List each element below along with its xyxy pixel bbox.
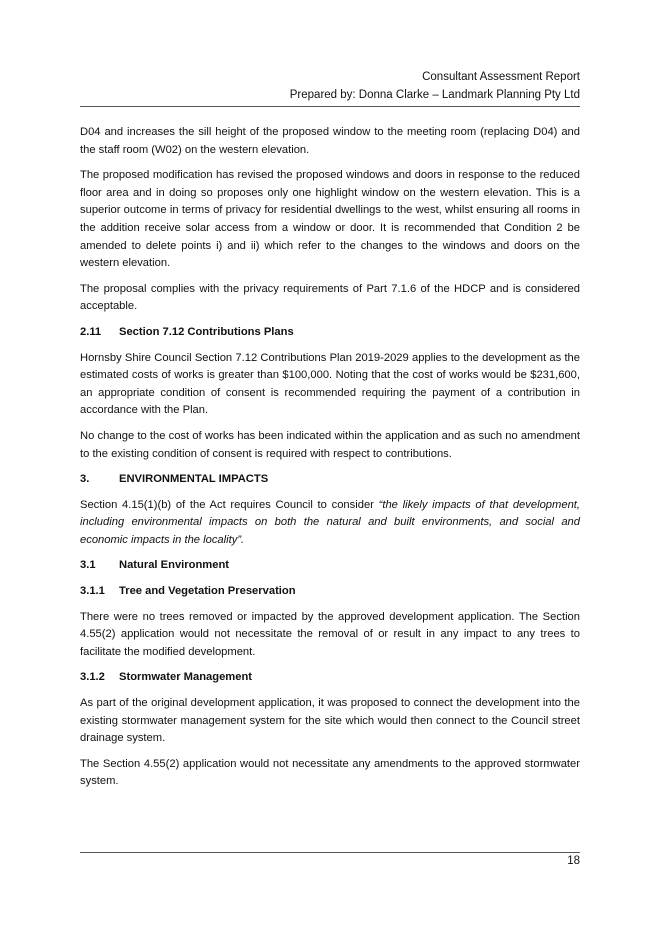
paragraph-lead: Section 4.15(1)(b) of the Act requires Council to consider	[80, 498, 379, 511]
paragraph-modification: The proposed modification has revised the proposed windows and doors in response to the reduced floor area and in doing so proposes only one highlight window on the western elevation. This is a superior outcome in terms of privacy for residential dwellings to the west, whilst ensuring all rooms in the addition receive solar access from a window or door. It is recommended that Condition 2 be amended to delete points i) and ii) which refer to the changes to the windows and doors on the western elevation.	[80, 169, 580, 270]
heading-2-11	[80, 324, 580, 342]
heading-number: 3.1	[80, 559, 96, 572]
heading-number: 2.11	[80, 325, 102, 338]
paragraph-stormwater-original: As part of the original development application, it was proposed to connect the development into the existing stormwater management system for the site which would then connect to the Council street drainage system.	[80, 697, 580, 745]
heading-title: Stormwater Management	[119, 671, 253, 684]
paragraph-privacy: The proposal complies with the privacy requirements of Part 7.1.6 of the HDCP and is considered acceptable.	[80, 282, 580, 313]
report-title: Consultant Assessment Report	[422, 71, 580, 83]
page-body	[80, 124, 580, 799]
page-number: 18	[567, 855, 580, 867]
quoted-text: “the likely impacts of that development, including environmental impacts on both the natural and built environments, and social and economic impacts in the locality”.	[80, 498, 581, 546]
heading-title: Tree and Vegetation Preservation	[119, 585, 296, 598]
paragraph-window-sill: D04 and increases the sill height of the proposed window to the meeting room (replacing D04) and the staff room (W02) on the western elevation.	[80, 126, 580, 156]
heading-3-1-2	[80, 669, 580, 687]
heading-title: ENVIRONMENTAL IMPACTS	[119, 473, 269, 486]
paragraph-contributions-plan: Hornsby Shire Council Section 7.12 Contributions Plan 2019-2029 applies to the development as the estimated costs of works is greater than $100,000. Noting that the cost of works would be $231,600, an appropriate condition of consent is recommended requiring the payment of a contribution in accordance with the Plan.	[80, 351, 580, 417]
footer-divider	[80, 852, 580, 853]
paragraph-trees: There were no trees removed or impacted by the approved development application. The Section 4.55(2) application would not necessitate the removal of or result in any impact to any trees to facilitate the modified development.	[80, 610, 580, 658]
heading-3-1	[80, 557, 580, 575]
page-header	[80, 68, 580, 104]
heading-number: 3.1.2	[80, 671, 105, 684]
paragraph-section-4-15	[80, 497, 580, 550]
heading-title: Section 7.12 Contributions Plans	[119, 325, 294, 338]
paragraph-stormwater-amendment: The Section 4.55(2) application would not necessitate any amendments to the approved stormwater system.	[80, 757, 580, 788]
heading-3-1-1	[80, 583, 580, 601]
paragraph-cost-of-works: No change to the cost of works has been indicated within the application and as such no amendment to the existing condition of consent is required with respect to contributions.	[80, 429, 580, 460]
prepared-by: Prepared by: Donna Clarke – Landmark Planning Pty Ltd	[289, 89, 580, 101]
header-divider	[80, 106, 580, 107]
heading-number: 3.	[80, 473, 90, 486]
heading-number: 3.1.1	[80, 585, 105, 598]
heading-title: Natural Environment	[119, 559, 230, 572]
heading-3	[80, 471, 580, 489]
